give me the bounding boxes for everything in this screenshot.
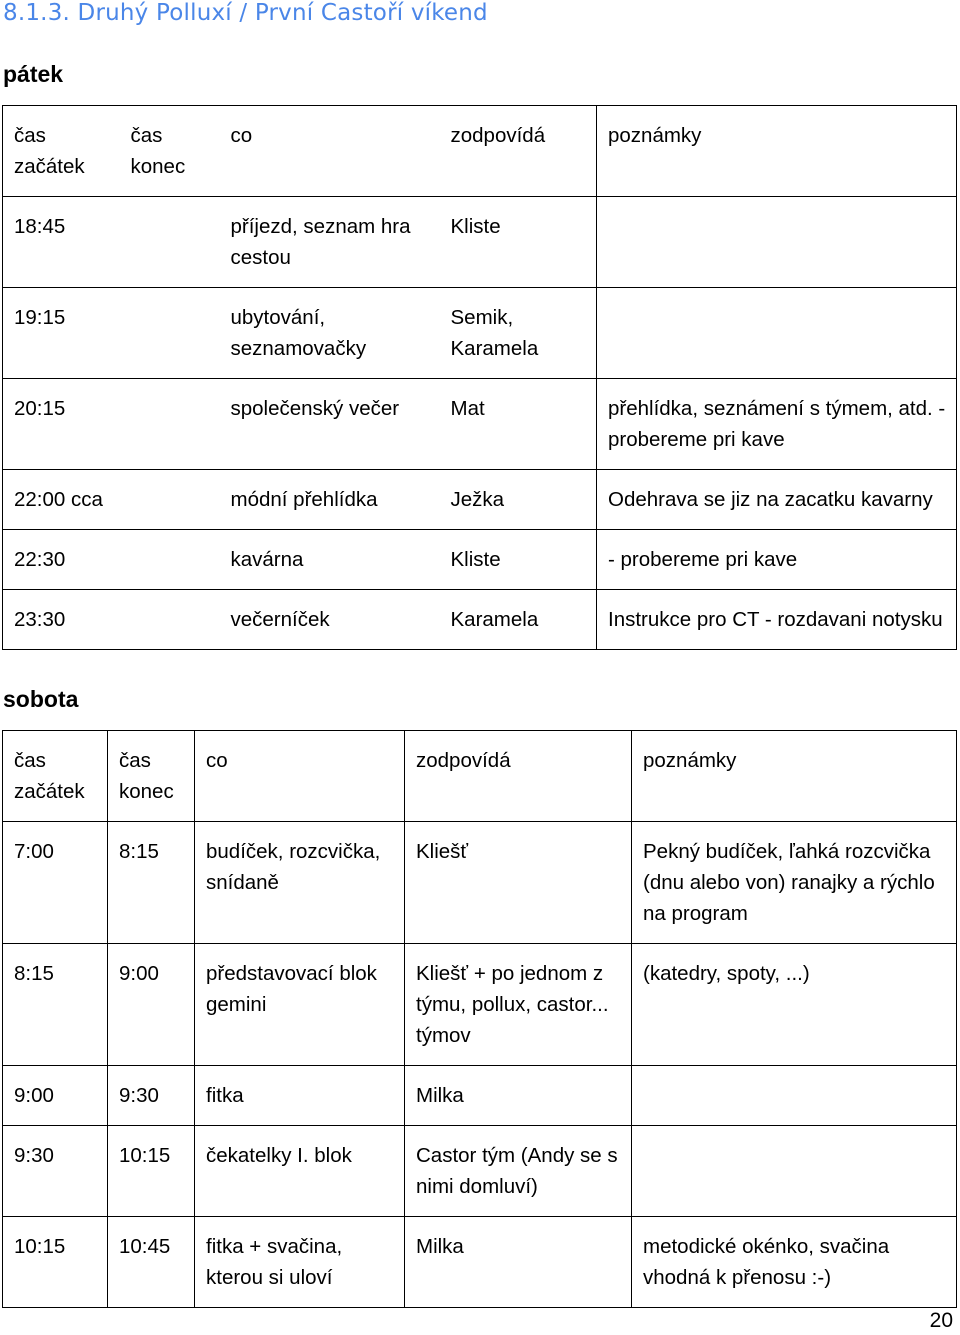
table-cell: (katedry, spoty, ...) [632,944,957,1066]
table-row [3,1066,957,1126]
table-cell: 9:30 [108,1066,195,1126]
table-cell: 9:00 [108,944,195,1066]
table-cell [632,1126,957,1217]
table-cell: 22:30 [3,530,120,590]
table-cell: 18:45 [3,197,120,288]
header-cell: čas konec [108,731,195,822]
table-cell: čekatelky I. blok [195,1126,405,1217]
table-cell: fitka + svačina, kterou si uloví [195,1217,405,1308]
table-cell: Semik, Karamela [440,288,597,379]
table-header-row [3,106,957,197]
table-cell: Castor tým (Andy se s nimi domluví) [405,1126,632,1217]
saturday-title: sobota [3,686,79,712]
table-cell: - probereme pri kave [597,530,957,590]
header-cell: zodpovídá [405,731,632,822]
table-cell: představovací blok gemini [195,944,405,1066]
table-cell: 23:30 [3,590,120,650]
table-cell [120,530,220,590]
table-cell: metodické okénko, svačina vhodná k přenosu :-) [632,1217,957,1308]
table-row [3,1217,957,1308]
table-cell [120,379,220,470]
table-cell: 22:00 cca [3,470,120,530]
header-cell: co [220,106,440,197]
table-cell: Instrukce pro CT - rozdavani notysku [597,590,957,650]
table-header-row [3,731,957,822]
section-heading: 8.1.3. Druhý Polluxí / První Castoří víkend [3,0,488,26]
table-cell [120,470,220,530]
header-cell: poznámky [597,106,957,197]
table-cell: večerníček [220,590,440,650]
table-cell: Mat [440,379,597,470]
table-row [3,944,957,1066]
table-cell: 9:00 [3,1066,108,1126]
table-cell: příjezd, seznam hra cestou [220,197,440,288]
table-row [3,197,957,288]
table-cell [632,1066,957,1126]
header-cell: poznámky [632,731,957,822]
table-cell: společenský večer [220,379,440,470]
table-cell: 10:15 [108,1126,195,1217]
header-cell: čas začátek [3,731,108,822]
table-cell: Karamela [440,590,597,650]
header-cell: čas konec [120,106,220,197]
table-cell [597,288,957,379]
table-cell: 20:15 [3,379,120,470]
table-cell: Milka [405,1066,632,1126]
page-number: 20 [929,1309,953,1332]
friday-schedule-table [2,105,957,650]
table-cell: budíček, rozcvička, snídaně [195,822,405,944]
saturday-schedule-table [2,730,957,1308]
table-cell: Ježka [440,470,597,530]
table-row [3,288,957,379]
table-cell [120,197,220,288]
table-row [3,379,957,470]
table-row [3,470,957,530]
table-cell: fitka [195,1066,405,1126]
table-cell: přehlídka, seznámení s týmem, atd. - probereme pri kave [597,379,957,470]
friday-title: pátek [3,61,64,87]
table-row [3,530,957,590]
table-cell: 9:30 [3,1126,108,1217]
header-cell: co [195,731,405,822]
table-cell [120,288,220,379]
table-cell: módní přehlídka [220,470,440,530]
table-cell: Kliešť [405,822,632,944]
table-row [3,1126,957,1217]
table-cell: Pekný budíček, ľahká rozcvička (dnu alebo von) ranajky a rýchlo na program [632,822,957,944]
table-cell: Kliešť + po jednom z týmu, pollux, castor... týmov [405,944,632,1066]
table-cell [597,197,957,288]
table-row [3,590,957,650]
table-cell [120,590,220,650]
table-cell: Kliste [440,530,597,590]
table-cell: Odehrava se jiz na zacatku kavarny [597,470,957,530]
table-cell: Milka [405,1217,632,1308]
table-cell: 10:45 [108,1217,195,1308]
table-cell: 10:15 [3,1217,108,1308]
table-cell: ubytování, seznamovačky [220,288,440,379]
table-cell: 19:15 [3,288,120,379]
table-row [3,822,957,944]
table-cell: kavárna [220,530,440,590]
header-cell: čas začátek [3,106,120,197]
header-cell: zodpovídá [440,106,597,197]
table-cell: 7:00 [3,822,108,944]
table-cell: Kliste [440,197,597,288]
table-cell: 8:15 [108,822,195,944]
table-cell: 8:15 [3,944,108,1066]
